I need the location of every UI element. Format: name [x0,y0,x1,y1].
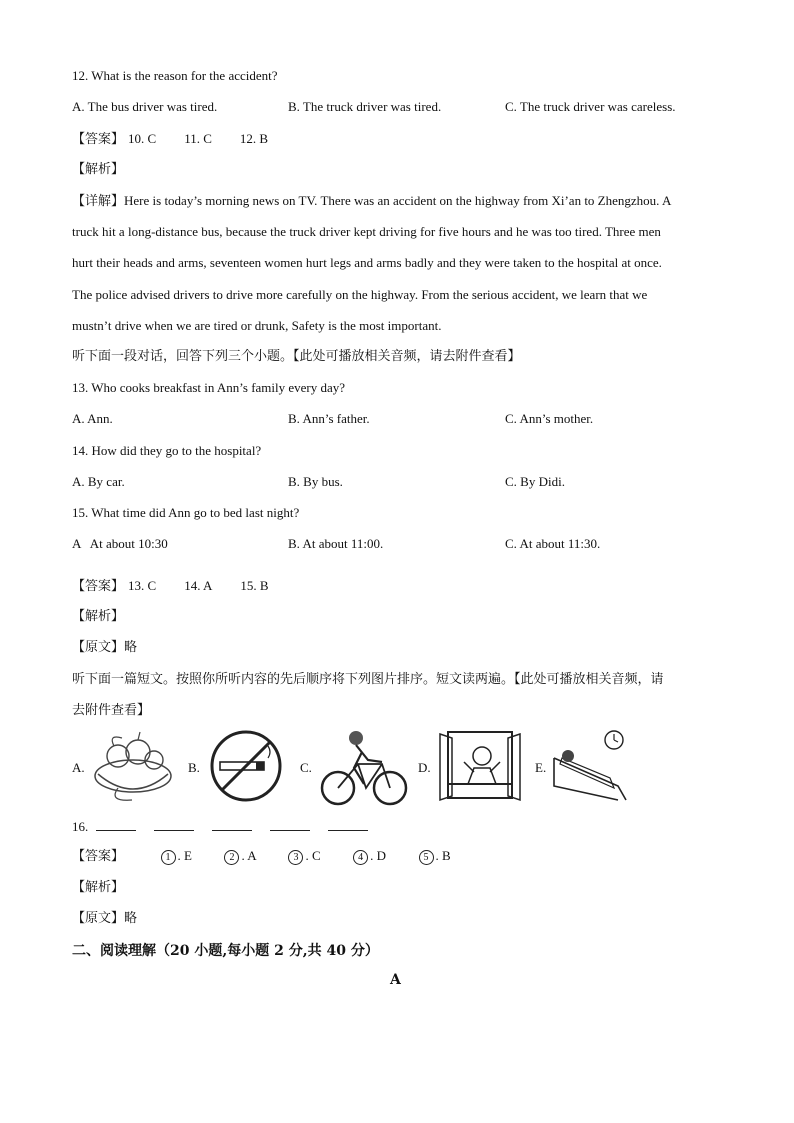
answer-block-2 [72,576,269,597]
q12-option-a: A. The bus driver was tired. [72,99,218,114]
q14-option-c: C. By Didi. [505,474,565,489]
instruction-dialogue: 听下面一段对话，回答下列三个小题。【此处可播放相关音频，请去附件查看】 [72,349,521,364]
question-12-stem: 12. What is the reason for the accident? [72,68,278,83]
answer-item: 14. A [184,578,213,593]
question-16-stem: 16. [72,819,89,834]
answer-item: 12. B [239,131,269,146]
answer-tag: 【答案】 [72,849,125,864]
q13-option-a: A. Ann. [72,411,113,426]
q12-option-b: B. The truck driver was tired. [288,99,442,114]
detail-text: Here is today’s morning news on TV. There was an accident on the highway from Xi’an to Zhengzhou. A [124,193,672,208]
picture-label-c: C. [300,760,312,775]
analysis-tag-3: 【解析】 [72,880,125,895]
no-smoking-icon [206,728,286,809]
picture-label-a: A. [72,760,85,775]
window-boy-icon [438,728,522,807]
analysis-tag-1: 【解析】 [72,162,125,177]
answer-item: . A [241,848,256,863]
circled-number: 1 [161,850,176,865]
answer-blank-5[interactable] [328,816,368,831]
q13-option-b: B. Ann’s father. [288,411,370,426]
detail-line-4: The police advised drivers to drive more carefully on the highway. From the serious accident, we learn that we [72,287,648,302]
answer-tag: 【答案】 [72,579,125,594]
detail-line-5: mustn’t drive when we are tired or drunk, Safety is the most important. [72,318,442,333]
picture-label-b: B. [188,760,200,775]
analysis-tag-2: 【解析】 [72,609,125,624]
answer-block-3 [72,846,451,867]
q14-option-b: B. By bus. [288,474,343,489]
circled-number: 5 [419,850,434,865]
question-16 [72,816,382,837]
answer-blank-2[interactable] [154,816,194,831]
circled-number: 4 [353,850,368,865]
q14-option-a: A. By car. [72,474,125,489]
answer-block-1 [72,129,268,150]
answer-item: . D [370,848,386,863]
q15-option-b: B. At about 11:00. [288,536,384,551]
sleeping-in-bed-icon [548,728,632,809]
answer-item: . E [177,848,192,863]
original-text-tag-3: 【原文】略 [72,911,138,926]
answer-item: 11. C [184,131,212,146]
detail-tag: 【详解】 [72,194,125,209]
detail-line-3: hurt their heads and arms, seventeen women hurt legs and arms badly and they were taken to the hospital at once. [72,255,662,270]
answer-item: 13. C [128,578,157,593]
answer-item: . C [305,848,321,863]
answer-blank-1[interactable] [96,816,136,831]
circled-number: 3 [288,850,303,865]
answer-item: 10. C [128,131,157,146]
passage-label: A [390,972,401,988]
picture-label-d: D. [418,760,431,775]
question-14-stem: 14. How did they go to the hospital? [72,443,262,458]
section-heading-reading: 二、阅读理解（20 小题,每小题 2 分,共 40 分） [72,943,379,959]
detail-line-2: truck hit a long-distance bus, because the truck driver kept driving for five hours and he was too tired. Three men [72,224,661,239]
cyclist-icon [318,728,410,813]
q15-option-a: A At about 10:30 [72,536,168,551]
answer-tag: 【答案】 [72,132,125,147]
q12-option-c: C. The truck driver was careless. [505,99,676,114]
original-text-tag-2: 【原文】略 [72,640,138,655]
q13-option-c: C. Ann’s mother. [505,411,594,426]
answer-blank-3[interactable] [212,816,252,831]
question-15-stem: 15. What time did Ann go to bed last night? [72,505,300,520]
instruction-passage-line-2: 去附件查看】 [72,703,151,718]
circled-number: 2 [224,850,239,865]
picture-label-e: E. [535,760,547,775]
answer-item: 15. B [240,578,269,593]
answer-blank-4[interactable] [270,816,310,831]
question-13-stem: 13. Who cooks breakfast in Ann’s family every day? [72,380,346,395]
detail-line-1 [72,191,671,212]
instruction-passage-line-1: 听下面一篇短文。按照你所听内容的先后顺序将下列图片排序。短文读两遍。【此处可播放相关音频，请 [72,672,664,687]
q15-option-c: C. At about 11:30. [505,536,601,551]
fruit-basket-icon [88,728,178,809]
answer-item: . B [435,848,451,863]
